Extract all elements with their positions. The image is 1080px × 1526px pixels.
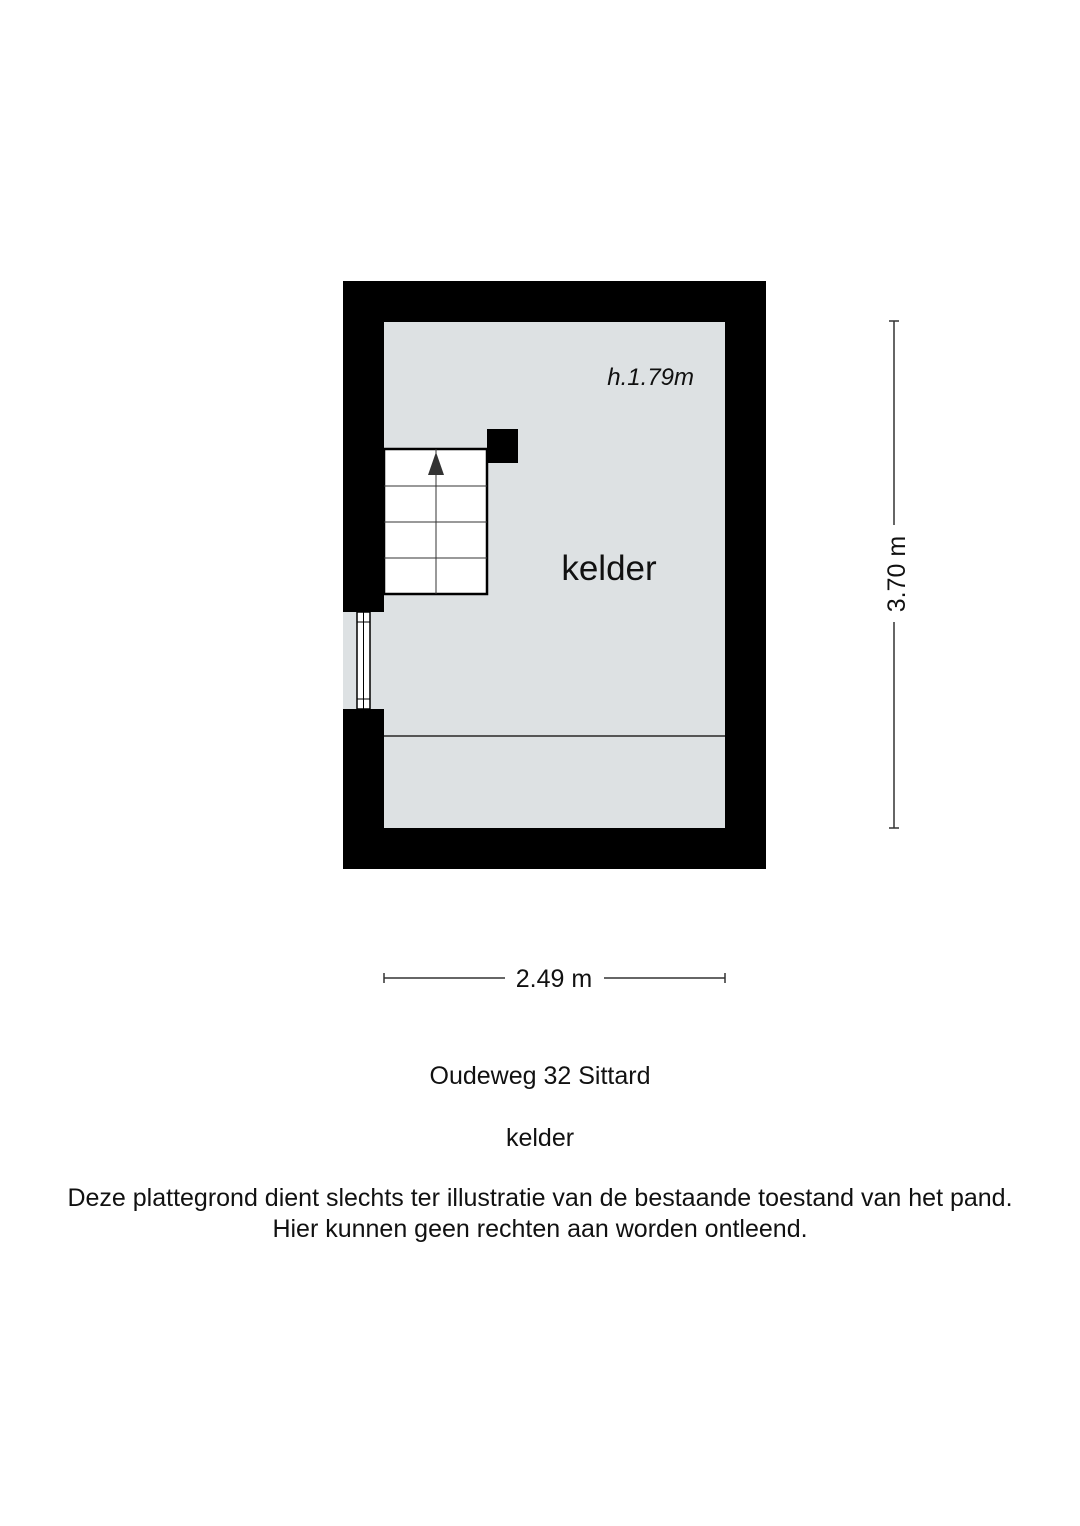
room-label: kelder [561, 549, 657, 588]
column [487, 429, 518, 463]
width-dimension-label: 2.49 m [515, 965, 593, 993]
disclaimer [0, 1183, 1080, 1245]
disclaimer-line-2: Hier kunnen geen rechten aan worden ontleend. [272, 1215, 808, 1243]
disclaimer-line-1: Deze plattegrond dient slechts ter illustratie van de bestaande toestand van het pand. [67, 1184, 1013, 1212]
ceiling-height-label: h.1.79m [607, 364, 694, 391]
floor-name-caption: kelder [505, 1124, 575, 1152]
address-caption: Oudeweg 32 Sittard [429, 1062, 651, 1090]
window-icon [357, 612, 370, 709]
height-dimension-label: 3.70 m [883, 535, 911, 613]
